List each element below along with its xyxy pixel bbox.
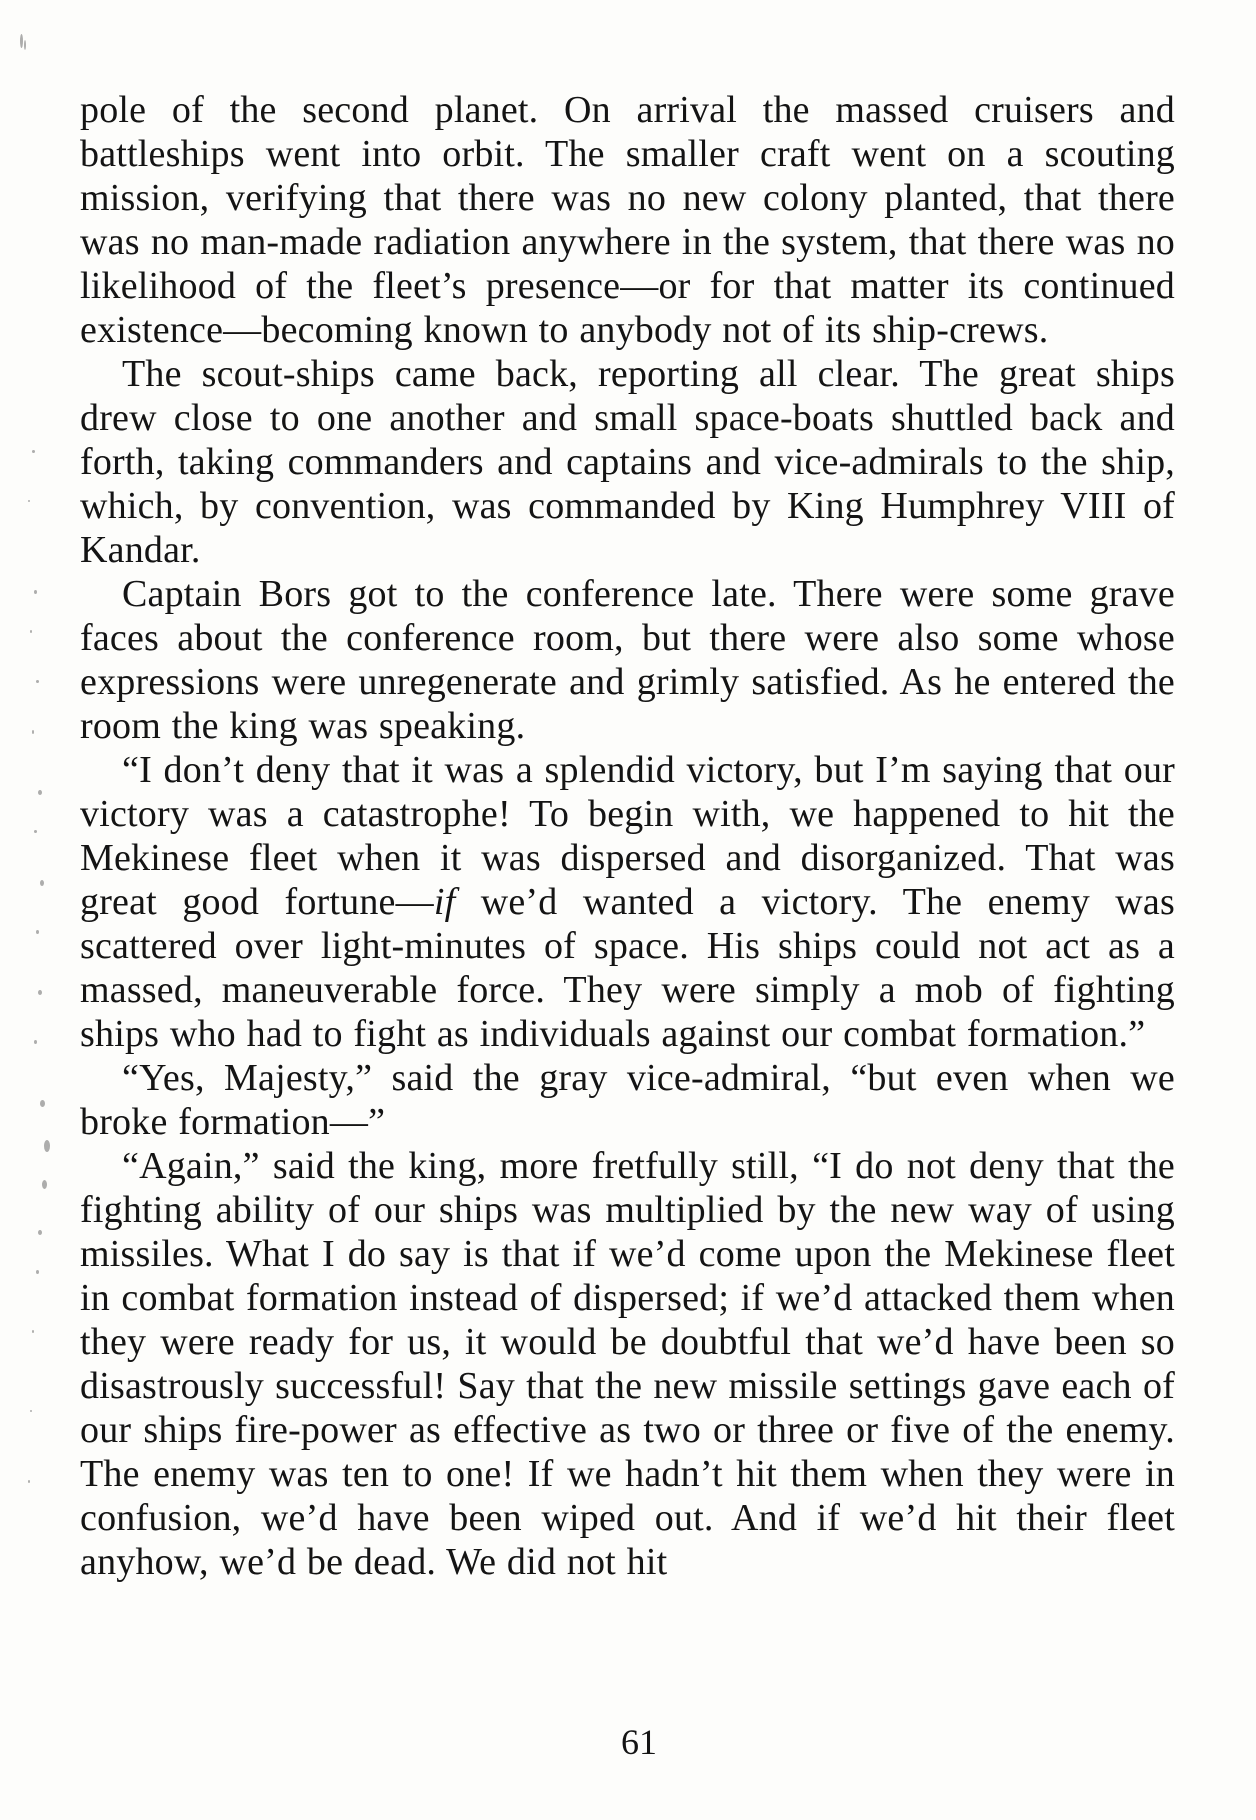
scan-gutter-noise [18,30,58,1730]
paragraph: “Yes, Majesty,” said the gray vice-admiral, “but even when we broke formation—” [80,1057,1175,1143]
paragraph: pole of the second planet. On arrival the massed cruisers and battleships went into orbit. The smaller craft went on a scouting mission, verifying that there was no new colony planted, that there was no man-made radiation anywhere in the system, that there was no likelihood of the fleet’s presence—or for that matter its continued existence—becoming known to anybody not of its ship-crews. [80,89,1175,351]
paragraph-text: “I don’t deny that it was a splendid victory, but I’m saying that our victory was a catastrophe! To begin with, we happened to hit the Mekinese fleet when it was dispersed and disorganized. That was great good fortune— [80,749,1175,923]
body-text [80,88,1175,1584]
emphasized-word: if [433,881,456,923]
paragraph-text: we’d wanted a victory. The enemy was scattered over light-minutes of space. His ships could not act as a massed, maneuverable force. They were simply a mob of fighting ships who had to fight as individuals against our combat formation.” [80,881,1175,1055]
page-number: 61 [621,1722,657,1762]
paragraph: “Again,” said the king, more fretfully still, “I do not deny that the fighting ability of our ships was multiplied by the new way of using missiles. What I do say is that if we’d come upon the Mekinese fleet in combat formation instead of dispersed; if we’d attacked them when they were ready for us, it would be doubtful that we’d have been so disastrously successful! Say that the new missile settings gave each of our ships fire-power as effective as two or three or five of the enemy. The enemy was ten to one! If we hadn’t hit them when they were in confusion, we’d have been wiped out. And if we’d hit their fleet anyhow, we’d be dead. We did not hit [80,1145,1175,1583]
paragraph [80,748,1175,1056]
paragraph: Captain Bors got to the conference late. There were some grave faces about the conference room, but there were also some whose expressions were unregenerate and grimly satisfied. As he entered the room the king was speaking. [80,573,1175,747]
page-number-footer [0,1722,1256,1762]
paragraph: The scout-ships came back, reporting all clear. The great ships drew close to one another and small space-boats shuttled back and forth, taking commanders and captains and vice-admirals to the ship, which, by convention, was commanded by King Humphrey VIII of Kandar. [80,353,1175,571]
